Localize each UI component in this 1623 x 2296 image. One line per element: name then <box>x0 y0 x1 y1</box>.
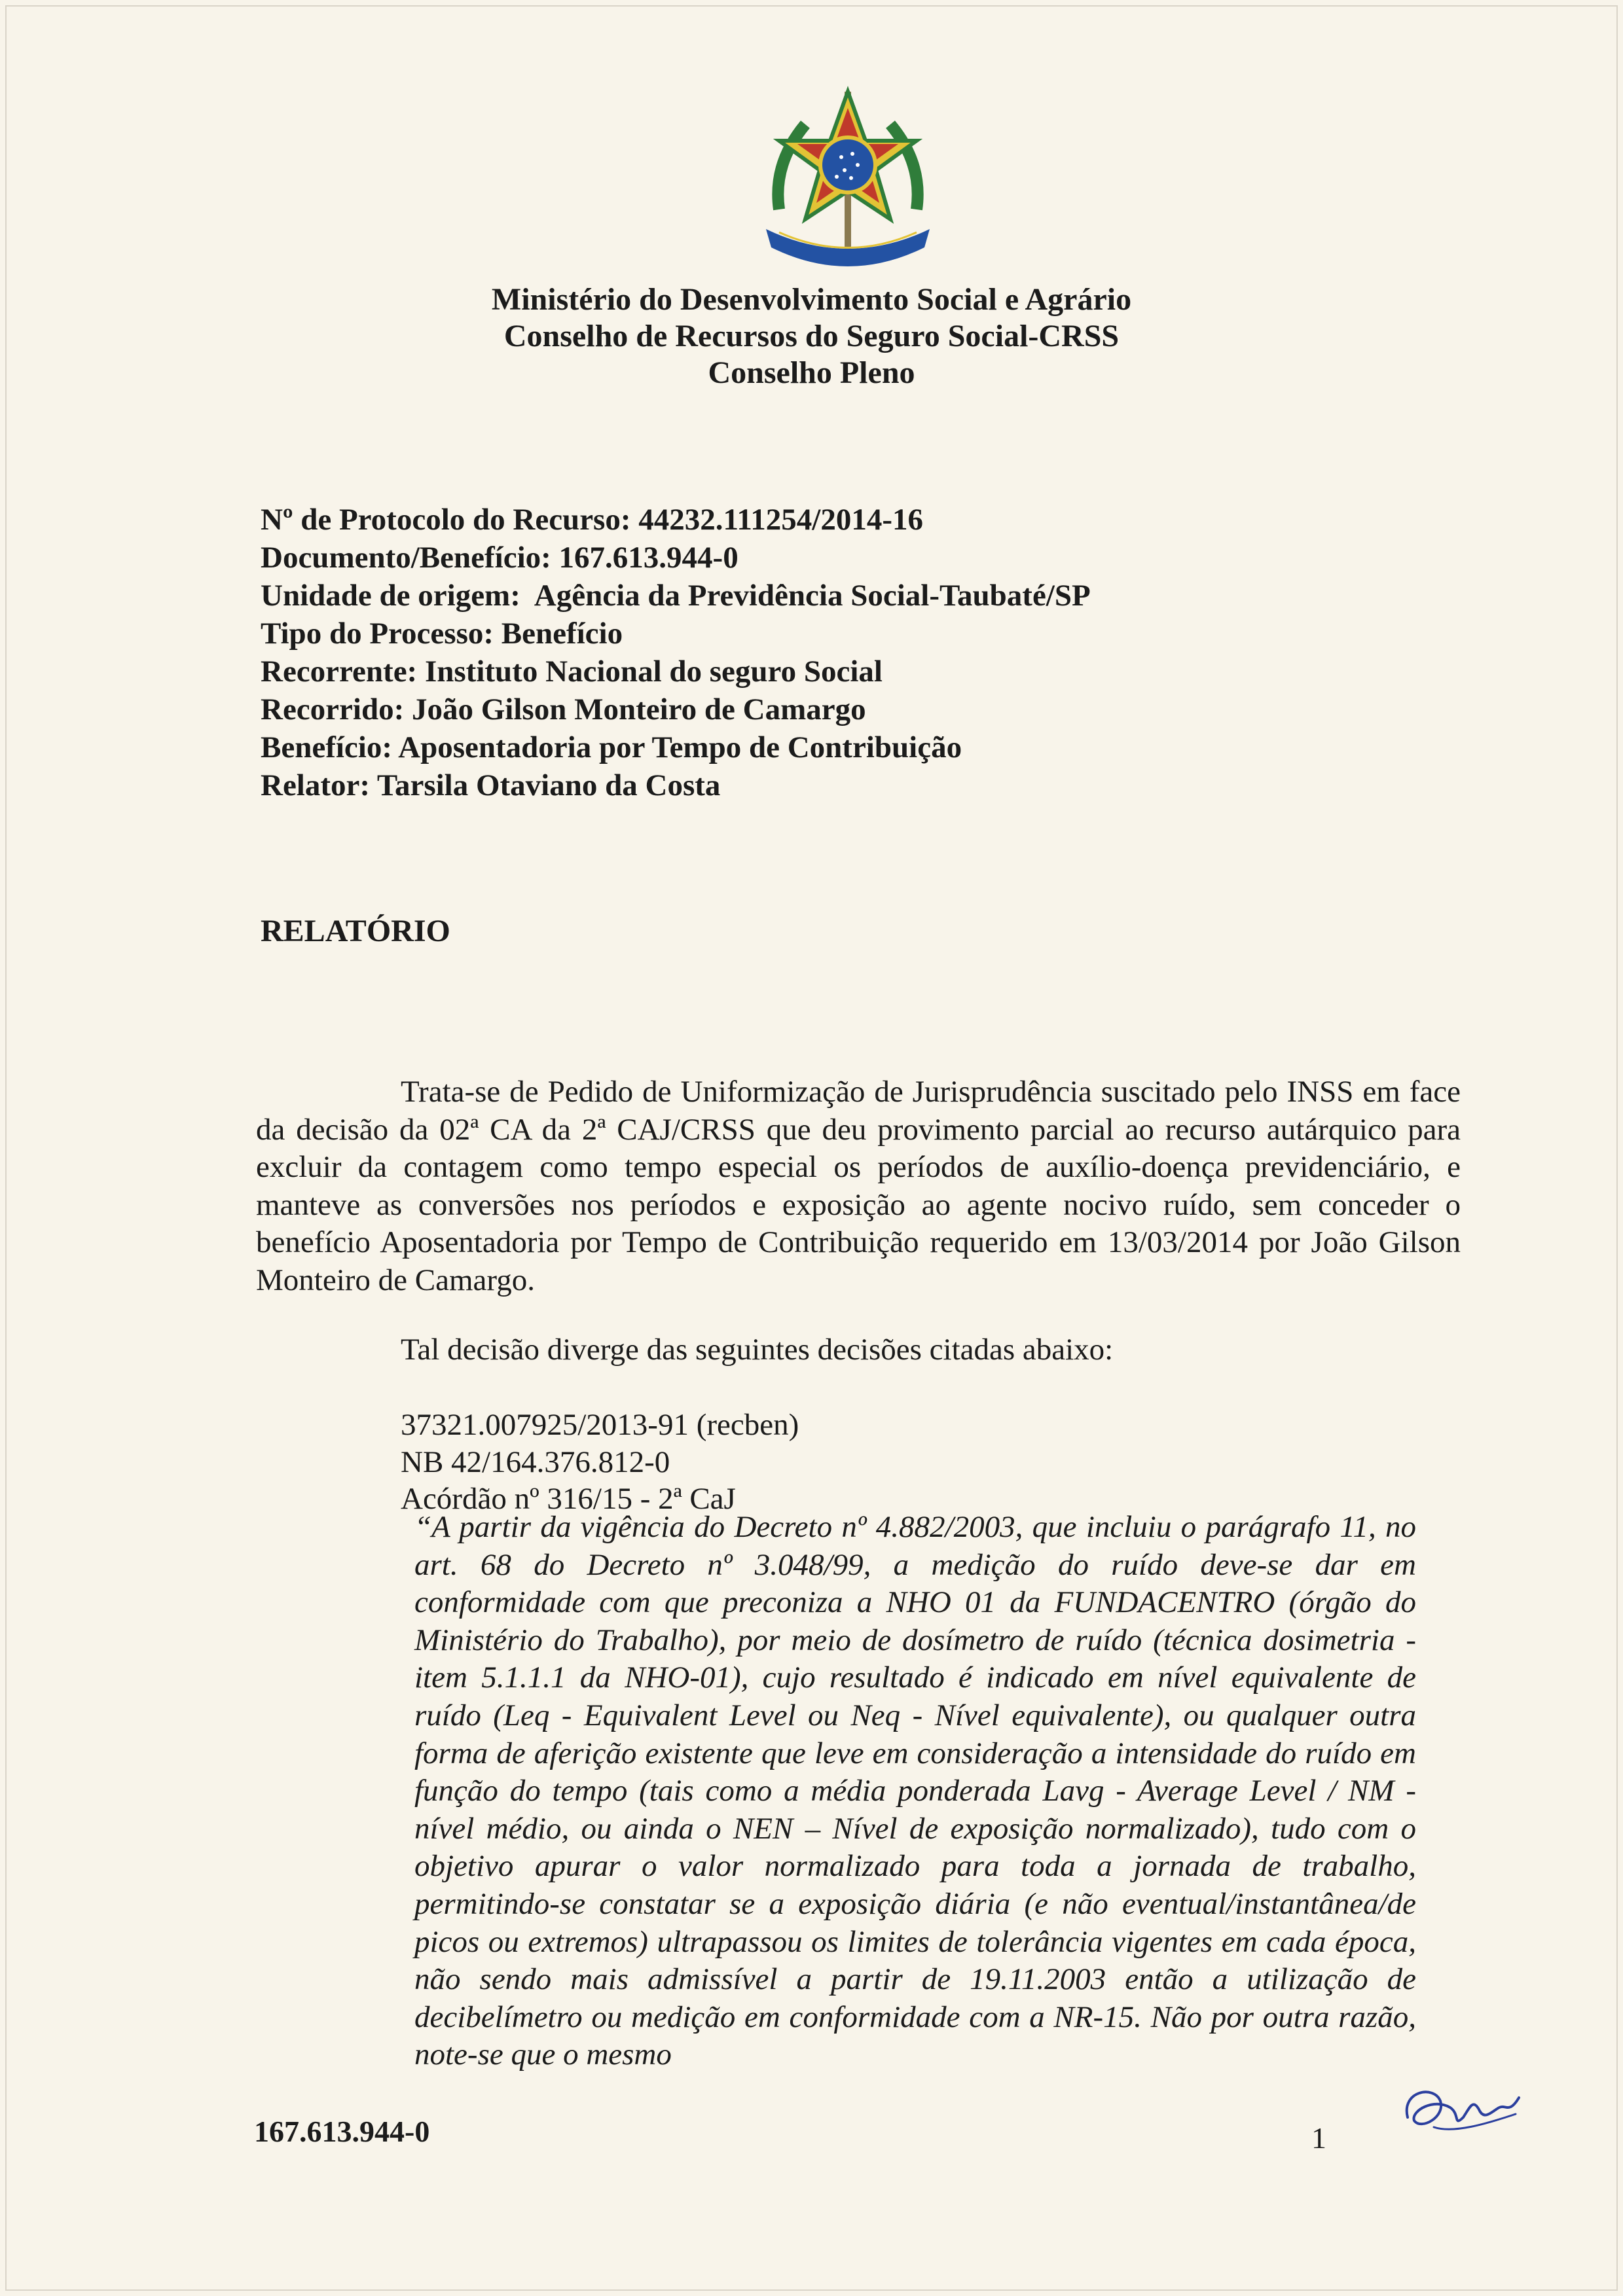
footer-benefit-number: 167.613.944-0 <box>254 2115 430 2148</box>
document-header <box>0 281 1623 391</box>
process-type: Tipo do Processo: Benefício <box>261 617 623 651</box>
page-number: 1 <box>1311 2121 1326 2155</box>
rapporteur: Relator: Tarsila Otaviano da Costa <box>261 768 721 802</box>
section-title: RELATÓRIO <box>261 914 450 948</box>
quoted-decision: “A partir da vigência do Decreto nº 4.882/2003, que incluiu o parágrafo 11, no art. 68 do Decreto nº 3.048/99, a medição do ruído deve-se dar em conformidade com que preconiza a NHO 01 da FUNDACENTRO (órgão do Ministério do Trabalho), por meio de dosímetro de ruído (técnica dosimetria - item 5.1.1.1 da NHO-01), cujo resultado é indicado em nível equivalente de ruído (Leq - Equivalent Level ou Neq - Nível equivalente), ou qualquer outra forma de aferição existente que leve em consideração a intensidade do ruído em função do tempo (tais como a média ponderada Lavg - Average Level / NM - nível médio, ou ainda o NEN – Nível de exposição normalizado), tudo com o objetivo apurar o valor normalizado para toda a jornada de trabalho, permitindo-se constatar se a exposição diária (e não eventual/instantânea/de picos ou extremos) ultrapassou os limites de tolerância vigentes em cada época, não sendo mais admissível a partir de 19.11.2003 então a utilização de decibelímetro ou medição em conformidade com a NR-15. Não por outra razão, note-se que o mesmo <box>414 1510 1416 2072</box>
citation-acordao: Acórdão nº 316/15 - 2ª CaJ <box>401 1482 736 1516</box>
citation-nb: NB 42/164.376.812-0 <box>401 1445 670 1479</box>
handwritten-signature <box>1395 2072 1525 2144</box>
paragraph-1-text: Trata-se de Pedido de Uniformização de Jurisprudência suscitado pelo INSS em face da decisão da 02ª CA da 2ª CAJ/CRSS que deu provimento parcial ao recurso autárquico para excluir da contagem como tempo especial os períodos de auxílio-doença previdenciário, e manteve as conversões nos períodos e exposição ao agente nocivo ruído, sem conceder o benefício Aposentadoria por Tempo de Contribuição requerido em 13/03/2014 por João Gilson Monteiro de Camargo. <box>256 1075 1461 1297</box>
citation-process: 37321.007925/2013-91 (recben) <box>401 1408 799 1442</box>
origin-unit: Unidade de origem: Agência da Previdência Social-Taubaté/SP <box>261 579 1091 613</box>
benefit-type: Benefício: Aposentadoria por Tempo de Contribuição <box>261 730 962 764</box>
plenary-name: Conselho Pleno <box>708 355 915 390</box>
council-name: Conselho de Recursos do Seguro Social-CRSS <box>503 319 1120 353</box>
case-info-block <box>261 501 1091 804</box>
body-paragraph-1 <box>256 1073 1461 1299</box>
coat-of-arms-emblem <box>753 79 943 275</box>
document-benefit: Documento/Benefício: 167.613.944-0 <box>261 541 739 575</box>
body-paragraph-2: Tal decisão diverge das seguintes decisões citadas abaixo: <box>401 1333 1114 1367</box>
ministry-name: Ministério do Desenvolvimento Social e Agrário <box>491 282 1132 317</box>
appellant: Recorrente: Instituto Nacional do seguro Social <box>261 655 883 689</box>
protocol-number: Nº de Protocolo do Recurso: 44232.111254/2014-16 <box>261 503 924 537</box>
appellee: Recorrido: João Gilson Monteiro de Camargo <box>261 692 866 726</box>
